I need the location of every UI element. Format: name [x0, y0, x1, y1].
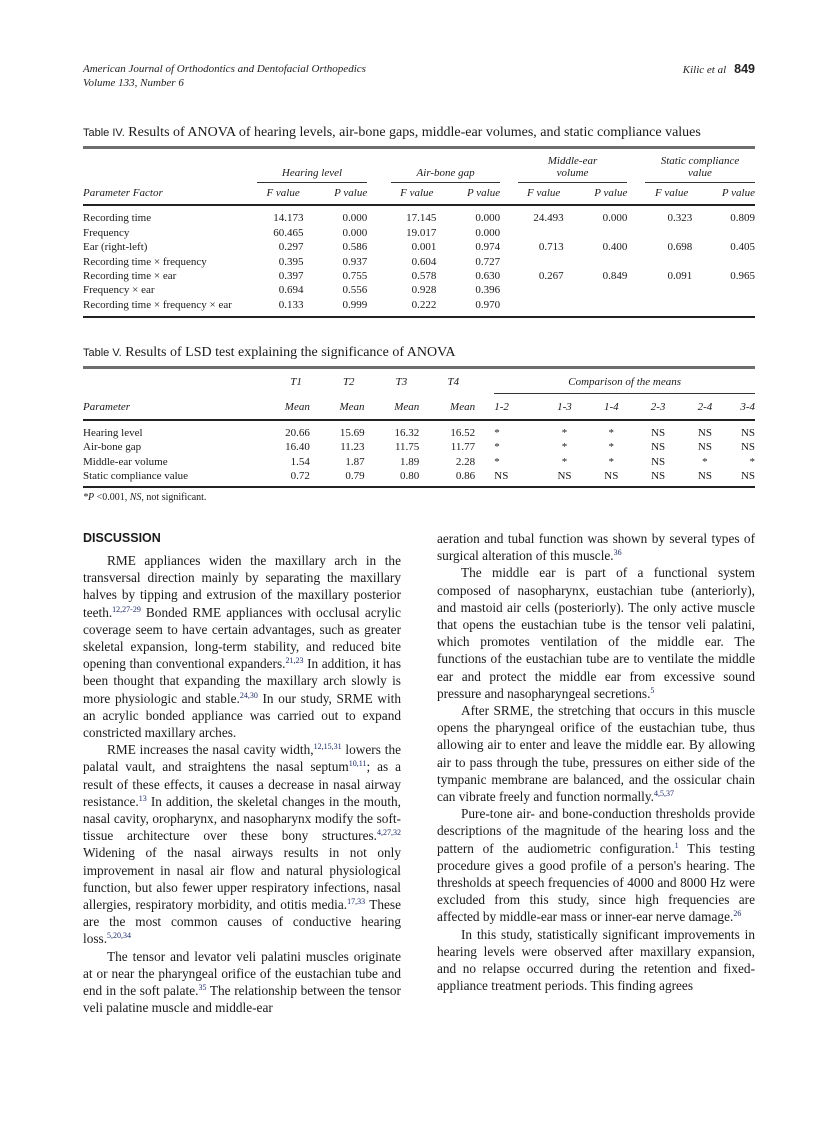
table-v-caption-text: Results of LSD test explaining the significance of ANOVA	[125, 345, 456, 360]
cell-comparison: NS	[740, 470, 755, 483]
cell-me-p	[578, 255, 628, 269]
sub-header-row	[83, 183, 755, 206]
table-row	[83, 255, 755, 269]
journal-volume: Volume 133, Number 6	[83, 77, 184, 89]
section-heading: DISCUSSION	[83, 531, 161, 545]
cell-me-p	[578, 226, 628, 240]
cell-hl-p: 0.755	[342, 270, 368, 283]
page-header-right	[683, 62, 755, 77]
lsd-table	[83, 366, 755, 488]
citation[interactable]: 13	[138, 793, 147, 803]
cell-comparison: NS	[494, 470, 509, 483]
cell-me-f: 0.267	[538, 270, 564, 283]
citation[interactable]: 12,15,31	[313, 742, 342, 752]
cell-hl-p: 0.937	[342, 255, 368, 268]
running-header	[83, 62, 755, 94]
col-t1-mean: Mean	[255, 394, 310, 420]
cell-mean-t3: 16.32	[394, 426, 420, 439]
cell-ab-p: 0.000	[475, 212, 501, 225]
cell-mean-t4: 16.52	[450, 426, 476, 439]
row-factor: Recording time × frequency	[83, 255, 207, 268]
table-row	[83, 205, 755, 225]
col-ab-p: P value	[450, 183, 500, 206]
cell-sc-p: 0.405	[730, 241, 755, 254]
cell-sc-p: 0.809	[730, 212, 755, 225]
col-t1: T1	[290, 376, 302, 389]
cell-mean-t3: 11.75	[394, 441, 420, 454]
cell-sc-p	[707, 283, 755, 297]
cell-comparison: *	[608, 426, 615, 439]
cell-hl-p: 0.556	[342, 284, 368, 297]
cell-mean-t3: 0.80	[400, 470, 420, 483]
table-row	[83, 240, 755, 254]
cell-comparison: NS	[651, 426, 666, 439]
table-row	[83, 469, 755, 487]
cell-ab-p: 0.970	[475, 298, 501, 311]
col-t2-mean: Mean	[310, 394, 365, 420]
col-sc-p: P value	[707, 183, 755, 206]
cell-me-f	[518, 255, 570, 269]
paragraph: Pure-tone air- and bone-conduction thresholds provide descriptions of the magnitude of the hearing loss and the pattern of the audiometric configuration.$^1$ This testing procedure gives a good profile of a person's hearing. The thresholds at speech frequencies of 4000 and 8000 Hz were excluded from this study, since high frequencies are affected by middle-ear mass or inner-ear nerve damage.$^{26}$	[437, 806, 755, 925]
cell-ab-f: 0.604	[411, 255, 437, 268]
cell-hl-f: 0.694	[278, 284, 304, 297]
cell-me-f	[518, 226, 570, 240]
lsd-table-body	[83, 420, 755, 488]
cell-hl-f: 0.397	[278, 270, 304, 283]
citation[interactable]: 4,27,32	[377, 828, 401, 838]
cell-comparison: NS	[651, 455, 666, 468]
cell-comparison: NS	[740, 441, 755, 454]
paragraph: aeration and tubal function was shown by several types of surgical alteration of this muscle.$^{36}$	[437, 531, 755, 564]
group-hearing-level: Hearing level	[257, 148, 368, 183]
col-parameter-factor: Parameter Factor	[83, 183, 257, 206]
table-v	[83, 344, 755, 503]
cell-mean-t3: 1.89	[400, 455, 420, 468]
author-running-head: Kilic et al	[682, 64, 727, 76]
col-t4: T4	[447, 376, 460, 389]
cell-sc-f	[645, 255, 698, 269]
row-parameter: Hearing level	[83, 426, 143, 439]
paragraph: After SRME, the stretching that occurs in this muscle opens the pharyngeal orifice of the eustachian tube, thus allowing air to enter and leave the middle ear. By allowing air to pass through the tube, pressures on either side of the tympanic membrane are balanced, and the ossicular chain can vibrate freely and function normally.$^{4,5,37}$	[437, 703, 755, 805]
citation[interactable]: 26	[733, 909, 742, 919]
cell-comparison: *	[608, 441, 615, 454]
cell-ab-f: 0.928	[411, 284, 437, 297]
cell-sc-f: 0.698	[667, 241, 693, 254]
table-iv-caption-text: Results of ANOVA of hearing levels, air-bone gaps, middle-ear volumes, and static compliance values	[128, 125, 701, 140]
anova-table	[83, 146, 755, 318]
cell-ab-f: 17.145	[406, 212, 437, 225]
journal-page	[83, 62, 755, 1016]
cell-hl-p: 0.999	[342, 298, 368, 311]
cell-hl-p: 0.586	[342, 241, 368, 254]
cell-ab-f: 0.222	[411, 298, 437, 311]
paragraph: RME appliances widen the maxillary arch in the transversal direction mainly by separating the maxillary halves by tipping and extrusion of the maxillary posterior teeth.$^{12,27-29}$ Bonded RME appliances with occlusal acrylic coverage seem to have certain advantages, such as greater skeletal expansion, long-term stability, and reduced bite opening than conventional expanders.$^{21,23}$ In addition, it has been thought that expanding the maxillary arch slowly is more physiologic and stable.$^{24,30}$ In our study, SRME with an acrylic bonded appliance was carried out to expand constricted maxillary arches.	[83, 553, 402, 741]
cell-mean-t4: 2.28	[455, 455, 476, 468]
table-v-footnote: *P <0.001, NS, not significant.	[83, 492, 207, 504]
cell-ab-p: 0.396	[475, 284, 501, 297]
cell-comparison: NS	[697, 441, 712, 454]
cell-hl-f: 14.173	[273, 212, 304, 225]
left-column	[83, 530, 401, 1016]
row-factor: Recording time	[83, 212, 152, 225]
cell-hl-f: 0.133	[278, 298, 304, 311]
group-header-row	[83, 368, 755, 394]
row-parameter: Middle-ear volume	[83, 455, 168, 468]
row-parameter: Air-bone gap	[83, 441, 142, 454]
cell-mean-t1: 20.66	[285, 426, 310, 439]
cell-ab-p: 0.630	[475, 270, 501, 283]
cell-comparison: NS	[651, 470, 666, 483]
cell-me-p	[578, 298, 628, 317]
cell-comparison: *	[494, 455, 500, 468]
cell-sc-p	[707, 298, 755, 317]
table-row	[83, 440, 755, 454]
cell-mean-t1: 0.72	[290, 470, 310, 483]
citation[interactable]: 35	[198, 983, 207, 993]
col-ab-f: F value	[391, 183, 442, 206]
row-parameter: Static compliance value	[83, 470, 189, 483]
cell-ab-f: 19.017	[406, 226, 437, 239]
group-middle-ear-volume: Middle-ear volume	[518, 148, 628, 183]
citation[interactable]: 10,11	[348, 759, 367, 769]
citation[interactable]: 24,30	[239, 690, 258, 700]
cell-sc-f: 0.091	[667, 270, 693, 283]
cell-mean-t2: 1.87	[345, 455, 365, 468]
citation[interactable]: 17,33	[347, 897, 366, 907]
cell-mean-t2: 15.69	[339, 426, 365, 439]
group-header-row	[83, 148, 755, 183]
cell-comparison: *	[749, 455, 755, 468]
col-cmp-1-4: 1-4	[588, 394, 635, 420]
col-me-p: P value	[578, 183, 628, 206]
col-me-f: F value	[518, 183, 570, 206]
cell-mean-t4: 0.86	[455, 470, 476, 483]
cell-comparison: NS	[557, 470, 572, 483]
cell-me-p	[578, 283, 628, 297]
cell-sc-f: 0.323	[667, 212, 693, 225]
cell-me-p: 0.400	[602, 241, 628, 254]
cell-mean-t2: 11.23	[340, 441, 365, 454]
citation[interactable]: 5,20,34	[107, 931, 132, 941]
col-t4-mean: Mean	[419, 394, 475, 420]
col-sc-f: F value	[645, 183, 698, 206]
cell-hl-f: 60.465	[273, 226, 304, 239]
cell-ab-p: 0.000	[475, 226, 501, 239]
cell-mean-t4: 11.77	[450, 441, 476, 454]
group-static-compliance: Static compliance value	[645, 148, 755, 183]
col-cmp-1-2: 1-2	[494, 394, 541, 420]
cell-ab-f: 0.578	[411, 270, 437, 283]
citation[interactable]: 1	[674, 840, 679, 850]
cell-hl-p: 0.000	[342, 212, 368, 225]
table-iv-label: Table IV.	[83, 127, 125, 139]
cell-me-f	[518, 283, 570, 297]
col-parameter: Parameter	[83, 394, 255, 420]
cell-sc-f	[645, 298, 698, 317]
cell-ab-p: 0.974	[475, 241, 501, 254]
table-iv-caption	[83, 124, 755, 142]
col-t2: T2	[342, 376, 355, 389]
paragraph: The middle ear is part of a functional system composed of nasopharynx, eustachian tube (anteriorly), and mastoid air cells (posteriorly). The only active muscle that opens the eustachian tube is the tensor veli palatini, which promotes ventilation of the middle ear. The functions of the eustachian tube are to ventilate the middle ear and protect the middle ear from excessive sound pressure and nasopharyngeal secretions.$^5$	[437, 565, 755, 701]
cell-sc-f	[645, 283, 698, 297]
cell-sc-p: 0.965	[730, 270, 755, 283]
group-comparison-of-means: Comparison of the means	[494, 368, 755, 394]
row-factor: Frequency × ear	[83, 284, 155, 297]
col-cmp-2-4: 2-4	[682, 394, 729, 420]
citation[interactable]: 12,27-29	[112, 604, 141, 614]
table-iv	[83, 124, 755, 318]
cell-mean-t1: 1.54	[290, 455, 310, 468]
col-t3: T3	[395, 376, 408, 389]
table-row	[83, 455, 755, 469]
sub-header-row	[83, 394, 755, 420]
paragraph: The tensor and levator veli palatini muscles originate at or near the pharyngeal orifice of the eustachian tube and end in the soft palate.$^{35}$ The relationship between the tensor veli palatine muscle and middle-ear	[83, 948, 401, 1016]
table-v-label: Table V.	[83, 347, 122, 359]
col-hl-p: P value	[317, 183, 367, 206]
cell-comparison: *	[494, 441, 500, 454]
cell-comparison: NS	[697, 426, 712, 439]
cell-sc-p	[707, 226, 755, 240]
citation[interactable]: 5	[650, 685, 655, 695]
cell-sc-f	[645, 226, 698, 240]
cell-comparison: NS	[740, 426, 755, 439]
journal-title: American Journal of Orthodontics and Dentofacial Orthopedics	[83, 63, 366, 75]
table-row	[83, 269, 755, 283]
citation[interactable]: 21,23	[285, 656, 304, 666]
cell-me-f	[518, 298, 570, 317]
cell-me-p: 0.000	[602, 212, 628, 225]
cell-comparison: *	[561, 441, 568, 454]
table-row	[83, 226, 755, 240]
row-factor: Recording time × ear	[83, 270, 177, 283]
paragraph: RME increases the nasal cavity width,$^{12,15,31}$ lowers the palatal vault, and straightens the nasal septum$^{10,11}$; as a result of these effects, it causes a decrease in nasal airway resistance.$^{13}$ In addition, the skeletal changes in the mouth, nasal cavity, oropharynx, and nasopharynx modify the soft-tissue architecture over these bony structures.$^{4,27,32}$ Widening of the nasal airways results in not only improvement in nasal air flow and natural physiological function, but also fewer upper respiratory infections, nasal allergies, respiratory morbidity, and otitis media.$^{17,33}$ These are the most common causes of conductive hearing loss.$^{5,20,34}$	[83, 742, 401, 947]
cell-hl-p: 0.000	[342, 226, 368, 239]
cell-comparison: *	[561, 455, 568, 468]
table-v-caption	[83, 344, 755, 362]
cell-comparison: *	[702, 455, 708, 468]
cell-ab-f: 0.001	[411, 241, 437, 254]
cell-me-f: 24.493	[533, 212, 564, 225]
cell-comparison: *	[561, 426, 568, 439]
anova-table-body	[83, 205, 755, 317]
cell-me-f: 0.713	[538, 241, 564, 254]
page-number: 849	[734, 62, 755, 76]
row-factor: Recording time × frequency × ear	[83, 298, 232, 311]
cell-comparison: NS	[604, 470, 619, 483]
col-cmp-3-4: 3-4	[728, 394, 755, 420]
table-row	[83, 298, 755, 317]
row-factor: Ear (right-left)	[83, 241, 148, 254]
citation[interactable]: 4,5,37	[653, 789, 674, 799]
cell-comparison: *	[608, 455, 615, 468]
col-hl-f: F value	[257, 183, 310, 206]
cell-sc-p	[707, 255, 755, 269]
cell-comparison: NS	[651, 441, 666, 454]
cell-hl-f: 0.395	[278, 255, 304, 268]
table-row	[83, 283, 755, 297]
cell-ab-p: 0.727	[475, 255, 501, 268]
col-cmp-2-3: 2-3	[635, 394, 682, 420]
cell-hl-f: 0.297	[278, 241, 304, 254]
table-row	[83, 420, 755, 440]
col-t3-mean: Mean	[365, 394, 420, 420]
citation[interactable]: 36	[613, 548, 622, 558]
cell-me-p: 0.849	[602, 270, 628, 283]
cell-comparison: NS	[697, 470, 712, 483]
right-column	[437, 530, 755, 994]
cell-comparison: *	[494, 426, 500, 439]
paragraph: In this study, statistically significant improvements in hearing levels were observed after maxillary expansion, and no relapse occurred during the retention and fixed-appliance treatment periods. This finding agrees	[437, 926, 755, 994]
cell-mean-t1: 16.40	[285, 441, 310, 454]
row-factor: Frequency	[83, 226, 130, 239]
col-cmp-1-3: 1-3	[541, 394, 588, 420]
group-air-bone-gap: Air-bone gap	[391, 148, 500, 183]
cell-mean-t2: 0.79	[345, 470, 365, 483]
